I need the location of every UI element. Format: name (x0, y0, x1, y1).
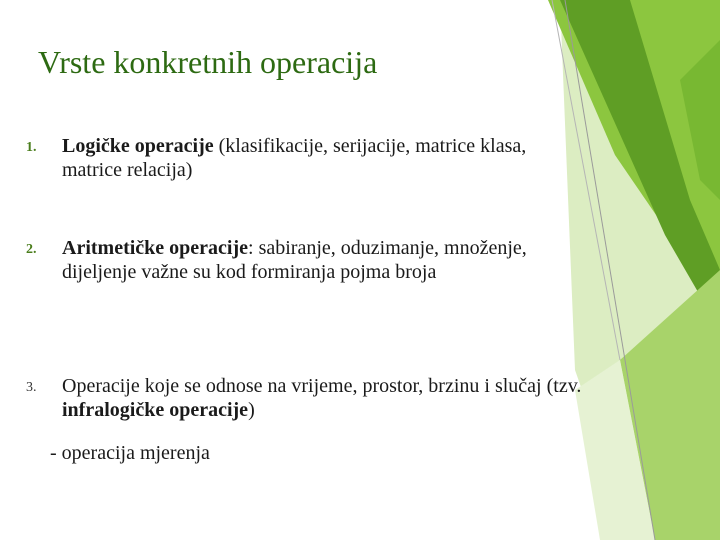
list-item-rest: (klasifikacije, serijacije, matrice klasa, matrice relacija) (62, 135, 527, 181)
list-item-rest: : sabiranje, oduzimanje, množenje, dijeljenje važne su kod formiranja pojma broja (62, 237, 527, 283)
list-item-aritmeticke (26, 236, 586, 284)
sub-line-mjerenje: - operacija mjerenja (50, 442, 210, 464)
list-item-bold: infralogičke operacije (62, 399, 249, 421)
list-item-before: Operacije koje se odnose na vrijeme, prostor, brzinu i slučaj (tzv. (62, 375, 582, 397)
list-number: 2. (26, 242, 37, 257)
list-item-text (62, 236, 586, 284)
list-item-text (62, 134, 586, 182)
list-item-bold: Logičke operacije (62, 135, 214, 157)
list-item-infralogicke (26, 374, 586, 422)
list-number: 1. (26, 140, 37, 155)
list-item-text (62, 374, 586, 422)
list-number: 3. (26, 380, 37, 395)
list-item-logicke (26, 134, 586, 182)
list-item-bold: Aritmetičke operacije (62, 237, 249, 259)
slide-title: Vrste konkretnih operacija (38, 44, 378, 80)
list-item-after: ) (248, 399, 255, 421)
